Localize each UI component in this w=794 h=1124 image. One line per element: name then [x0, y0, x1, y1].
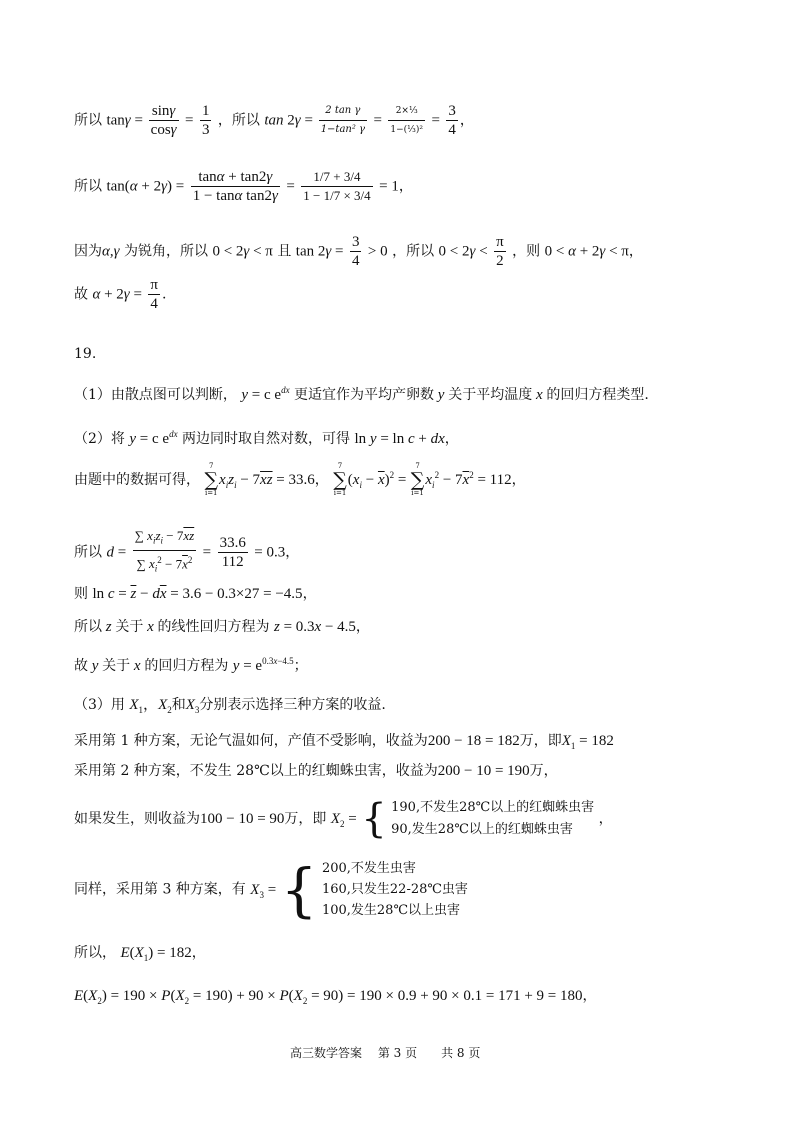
- text: .: [161, 286, 167, 303]
- text: 19.: [74, 346, 97, 362]
- part2-d: 所以 d = $\frac{\sum x_iz_i - 7\overline{xz}}{\sum x_i^2 - 7\overline{x}^2}$ = $\frac{33.6}{112}$ = 0.3，: [74, 528, 300, 574]
- text: 高三数学答案 第 3 页 共 8 页: [290, 1046, 481, 1060]
- text: 关于: [115, 619, 144, 635]
- question-number: [74, 344, 96, 364]
- text: ，: [314, 472, 329, 488]
- text: 故: [74, 286, 88, 303]
- text: （1）由散点图可以判断，: [74, 387, 237, 403]
- text: 故: [74, 658, 88, 674]
- page-footer: [290, 1043, 480, 1063]
- scheme2: 采用第 2 种方案，不发生 28℃以上的红蜘蛛虫害，收益为200 − 10 = 190万，: [74, 763, 558, 779]
- scheme2-cases: 如果发生，则收益为100 − 10 = 90万，即 $X_2$ = { 190,不发生28℃以上的红蜘蛛虫害 90,发生28℃以上的红蜘蛛虫害 ，: [74, 796, 613, 842]
- part2-linear: 所以 z 关于 x 的线性回归方程为 z = 0.3x − 4.5，: [74, 619, 370, 635]
- text: 采用第 2 种方案，不发生 28℃以上的红蜘蛛虫害，收益为: [74, 763, 438, 779]
- case-3: 100,发生28℃以上虫害: [321, 903, 460, 918]
- text: ，: [444, 431, 459, 447]
- left-brace: {: [361, 796, 387, 842]
- left-brace: {: [280, 855, 318, 924]
- text: 两边同时取自然对数，可得: [182, 431, 351, 447]
- text: 所以: [74, 544, 102, 561]
- text: 同样，采用第 3 种方案，有: [74, 881, 246, 898]
- text: ，: [302, 586, 317, 602]
- text: 万，: [529, 763, 558, 779]
- text: （3）用: [74, 697, 125, 713]
- text: 所以: [74, 619, 102, 635]
- part2-regression: 故 y 关于 x 的回归方程为 $y = e^{0.3x-4.5}$；: [74, 656, 308, 674]
- text: 所以: [74, 112, 102, 129]
- expectation-2: $E(X_2) = 190 \times P(X_2 = 190) + 90 \times P(X_2 = 90) = 190 \times 0.9 + 90 \times 0.1 = 171 + 9 = 180$，: [74, 988, 597, 1006]
- part2-data: 由题中的数据可得， 7 ∑ i=1 $x_iz_i - 7\overline{xz} = 33.6$， 7 ∑ i=1 $(x_i - \overline{x})^2$ = 7 ∑ i=1 $x_i^2 - 7\overline{x}^2 = 112$，: [74, 462, 526, 497]
- text: 如果发生，则收益为: [74, 811, 200, 827]
- text: 的回归方程为: [144, 658, 229, 674]
- text: 采用第 1 种方案，无论气温如何，产值不受影响，收益为: [74, 733, 428, 749]
- text: 关于平均温度: [448, 387, 533, 403]
- text: 且: [277, 243, 292, 260]
- text: 分别表示选择三种方案的收益.: [199, 697, 386, 713]
- line-acute-angles: 因为α,γ 为锐角，所以 0 < 2γ < π 且 tan 2γ = $\frac{3}{4}$ > 0 ，所以 0 < 2γ < $\frac{\pi}{2}$ ，则 0 < α + 2γ < π，: [74, 234, 643, 269]
- text: ，: [628, 243, 643, 260]
- text: ，: [459, 112, 474, 129]
- expectation-1: 所以， $E(X_1) = 182$，: [74, 945, 206, 963]
- text: ，: [355, 619, 370, 635]
- text: ，: [598, 811, 613, 827]
- text: 所以，: [74, 945, 116, 961]
- text: 更适宜作为平均产卵数: [294, 387, 435, 403]
- line-tan-alpha-2gamma: 所以 tan(α + 2γ) = $\frac{\tan\alpha + \tan 2\gamma}{\text{1 − tanα tan2γ}}$ = $\frac{1/7 + 3/4}{1 - 1/7 \times 3/4}$ = 1，: [74, 169, 413, 204]
- scheme1: 采用第 1 种方案，无论气温如何，产值不受影响，收益为200 − 18 = 182万，即$X_1 = 182$: [74, 733, 614, 751]
- scheme3-cases: 同样，采用第 3 种方案，有 $X_3$ = { 200,不发生虫害 160,只发生22-28℃虫害 100,发生28℃以上虫害: [74, 855, 468, 924]
- part3-intro: （3）用 $X_1$，$X_2$和$X_3$分别表示选择三种方案的收益.: [74, 697, 386, 715]
- text: 的线性回归方程为: [157, 619, 270, 635]
- text: ，: [582, 988, 597, 1004]
- part2-intro: （2）将 y = c $e^{dx}$ 两边同时取自然对数，可得 ln y = ln c + dx，: [74, 429, 459, 447]
- case-2: 160,只发生22-28℃虫害: [321, 882, 468, 897]
- line-tan-gamma: 所以 tanγ = $\frac{\sin\gamma}{\cos\gamma}$ = $\frac{1}{3}$ ，所以 tan 2γ = $\frac{\text{2 tan γ}}{\text{1−tan² γ}}$ = $\frac{\text{2×⅓}}{\text{1−(⅓)²}}$ = $\frac{3}{4}$ ，: [74, 103, 474, 138]
- text: ，: [398, 178, 413, 195]
- text: 和: [171, 697, 186, 713]
- text: 关于: [102, 658, 131, 674]
- part2-lnc: 则 $\ln c = \overline{z} - d\overline{x} = 3.6 - 0.3\times 27 = -4.5$，: [74, 586, 317, 602]
- text: 则: [74, 586, 88, 602]
- case-1: 190,不发生28℃以上的红蜘蛛虫害: [391, 800, 595, 815]
- text: 由题中的数据可得，: [74, 472, 200, 488]
- text: ，: [285, 544, 300, 561]
- text: 的回归方程类型.: [546, 387, 649, 403]
- part1: （1）由散点图可以判断， y = c $e^{dx}$ 更适宜作为平均产卵数 y 关于平均温度 x 的回归方程类型.: [74, 385, 649, 403]
- text: 为锐角，所以: [124, 243, 208, 260]
- case-1: 200,不发生虫害: [321, 861, 416, 876]
- case-2: 90,发生28℃以上的红蜘蛛虫害: [391, 822, 573, 837]
- text: 因为: [74, 243, 102, 260]
- line-conclusion: 故 α + 2γ = $\frac{\pi}{4}$ .: [74, 277, 167, 312]
- text: 所以: [74, 178, 102, 195]
- text: （2）将: [74, 431, 125, 447]
- text: ；: [293, 658, 308, 674]
- text: ，所以: [392, 243, 435, 260]
- text: ，: [191, 945, 206, 961]
- text: 万，即: [519, 733, 562, 749]
- text: 万，即: [284, 811, 327, 827]
- text: ，: [511, 472, 526, 488]
- text: ，所以: [217, 112, 260, 129]
- text: ，则: [512, 243, 541, 260]
